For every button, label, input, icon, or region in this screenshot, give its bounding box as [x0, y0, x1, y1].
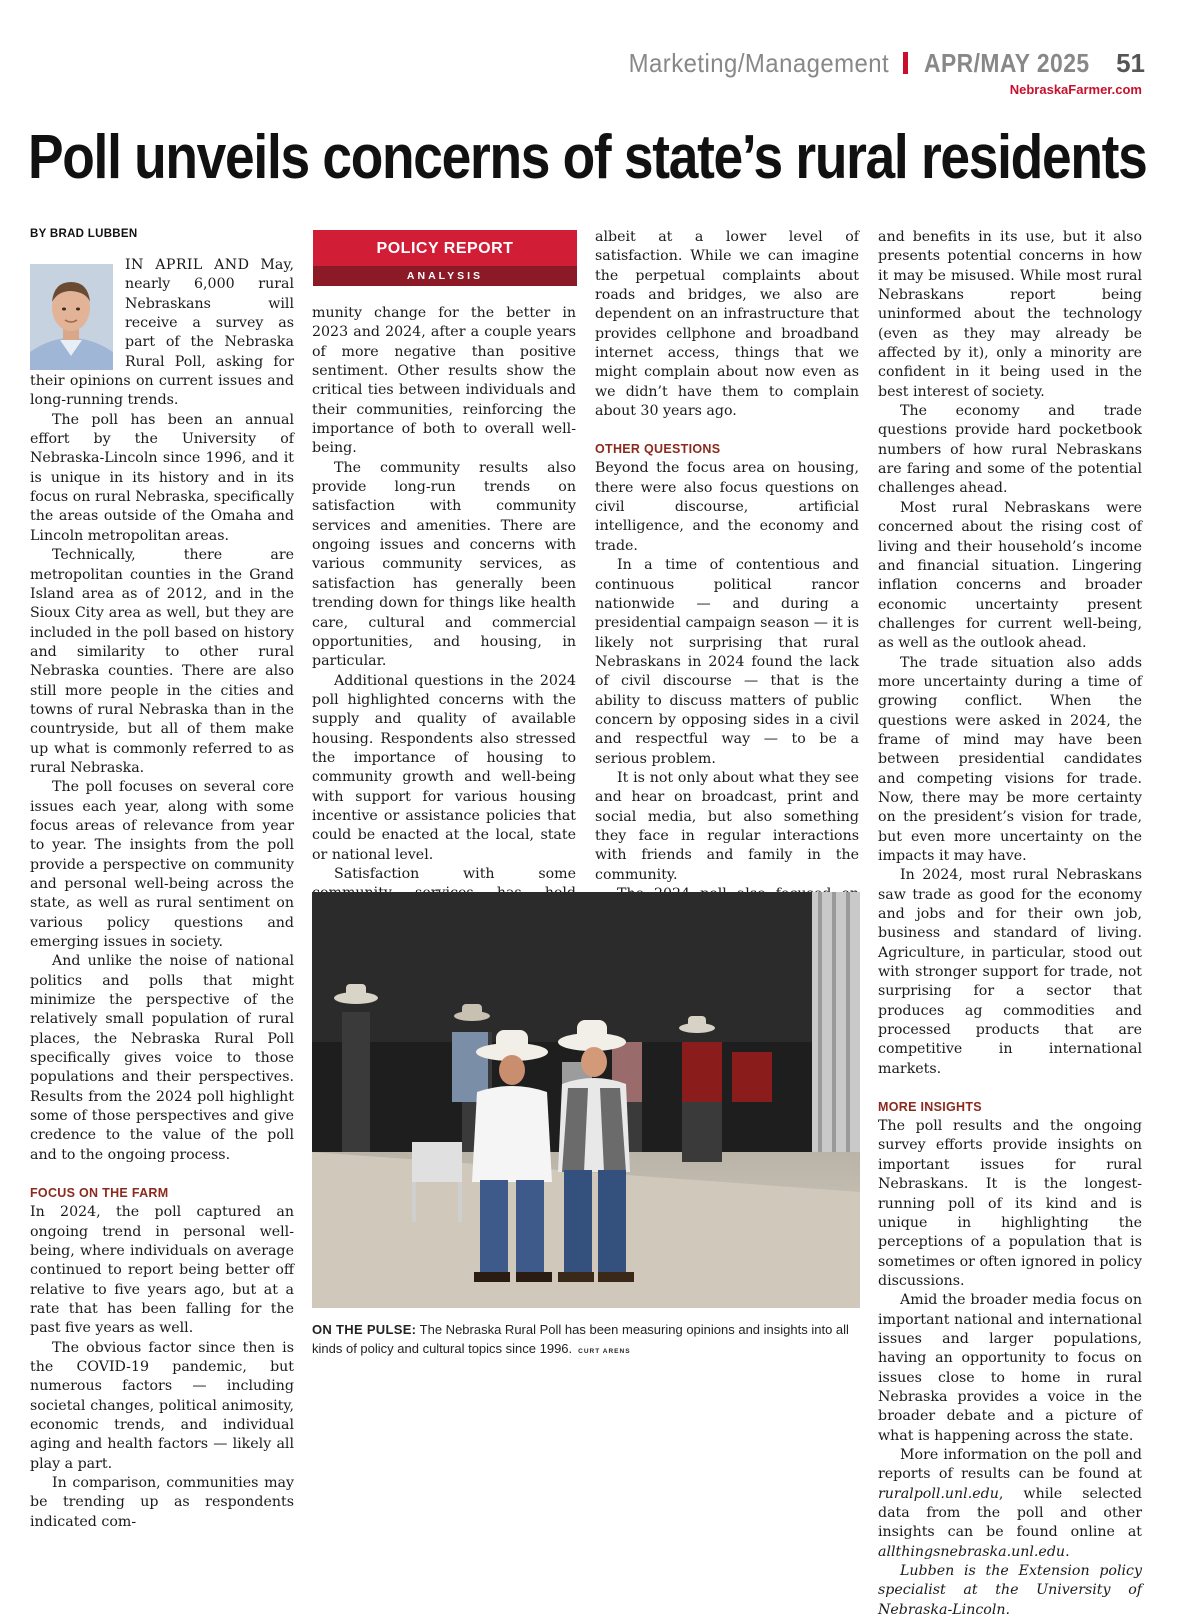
section-label: Marketing/Management	[628, 47, 889, 78]
col4-para-2: The economy and trade questions provide hard pocketbook numbers of how rural Nebraskans are faring and some of the potential challenges ahead.	[878, 403, 1142, 497]
author-bio: Lubben is the Extension policy specialist at the University of Nebraska-Lincoln.	[878, 1563, 1142, 1618]
column-4	[878, 228, 1142, 1620]
policy-report-box	[313, 230, 577, 286]
article-headline: Poll unveils concerns of state’s rural residents	[28, 123, 1147, 192]
page-number: 51	[1116, 47, 1145, 78]
col1-para-2: The poll has been an annual effort by the University of Nebraska-Lincoln since 1996, and it is unique in its history and in its focus on rural Nebraska, specifically the areas outside of the Omaha and Lincoln metropolitan areas.	[30, 411, 294, 544]
byline: BY BRAD LUBBEN	[30, 228, 138, 240]
page-header	[606, 48, 1145, 78]
issue-date: APR/MAY 2025	[923, 47, 1090, 78]
ranchers-photo	[312, 892, 860, 1308]
col1-para-3: Technically, there are metropolitan counties in the Grand Island area as of 2012, and in the Sioux City area as well, but they are included in the poll based on history and similarity to other rural Nebraska counties. There are also still more people in the cities and towns of rural Nebraska than in the countryside, but all of them make up what is commonly referred to as rural Nebraska.	[30, 547, 294, 776]
col3-para-1: albeit at a lower level of satisfaction. While we can imagine the perpetual complaints about roads and bridges, we also are dependent on an infrastructure that provides cellphone and broadband internet access, things that we might complain about now even as we didn’t have them to complain about 30 years ago.	[595, 229, 859, 420]
ranchers-scene-icon	[312, 892, 860, 1308]
allthingsnebraska-link[interactable]: allthingsnebraska.unl.edu	[878, 1543, 1066, 1560]
intro-text: May, nearly 6,000 rural Nebraskans will receive a survey as part of the Nebraska Rural Poll, asking for their opinions on current issues and long-running trends.	[30, 257, 295, 409]
col4-para-4: The trade situation also adds more uncertainty during a time of growing conflict. When the questions were asked in 2024, the frame of mind may have been between presidential candidates and competing visions for trade. Now, there may be more certainty on the president’s vision for trade, but even more uncertainty on the impacts it may have.	[878, 654, 1142, 864]
col3-para-2: Beyond the focus area on housing, there were also focus questions on civil discourse, artificial intelligence, and the economy and trade.	[595, 460, 859, 554]
col4-para-5: In 2024, most rural Nebraskans saw trade as good for the economy and jobs and for their own job, business and standard of living. Agriculture, in particular, stood out with stronger support for trade, not surprising for a sector that produces ag commodities and processed products that are competitive in international markets.	[878, 867, 1142, 1077]
subhead-more-insights: MORE INSIGHTS	[878, 1100, 982, 1115]
col1-para-4: The poll focuses on several core issues each year, along with some focus areas of relevance from year to year. The insights from the poll provide a perspective on community and personal well-being across the state, as well as rural sentiment on various policy questions and emerging issues in society.	[30, 779, 294, 951]
more-info-text-2: , while selected data from the poll and other insights can be found online at	[878, 1485, 1142, 1541]
ruralpoll-link[interactable]: ruralpoll.unl.edu	[878, 1485, 999, 1502]
col1-para-5: And unlike the noise of national politics and polls that might minimize the perspective of the relatively small population of rural places, the Nebraska Rural Poll specifically gives voice to those populations and their perspectives. Results from the 2024 poll highlight some of those perspectives and give credence to the value of the poll and to the ongoing process.	[30, 953, 294, 1163]
author-photo	[30, 264, 113, 370]
col2-para-3: Additional questions in the 2024 poll highlighted concerns with the supply and quality of available housing. Respondents also stressed the importance of housing to community growth and well-being with support for various housing incentive or assistance policies that could be enacted at the local, state or national level.	[312, 672, 576, 863]
site-link[interactable]: NebraskaFarmer.com	[1009, 82, 1142, 97]
subhead-focus-on-the-farm: FOCUS ON THE FARM	[30, 1186, 169, 1201]
policy-report-subtitle: ANALYSIS	[313, 266, 577, 286]
caption-text: The Nebraska Rural Poll has been measuring opinions and insights into all kinds of policy and cultural topics since 1996.	[312, 1322, 849, 1356]
col4-para-3: Most rural Nebraskans were concerned about the rising cost of living and their household’s income and financial situation. Lingering inflation concerns and broader economic uncertainty present challenges for current well-being, as well as the outlook ahead.	[878, 499, 1142, 652]
col4-para-1: and benefits in its use, but it also presents potential concerns in how it may be misused. While most rural Nebraskans report being uninformed about the technology (even as they may already be affected by it), only a minority are confident in it being used in the best interest of society.	[878, 229, 1142, 400]
col4-para-6: The poll results and the ongoing survey efforts provide insights on important issues for rural Nebraskans. It is the longest-running poll of its kind and is unique in highlighting the perceptions of a population that is sometimes or often ignored in policy discussions.	[878, 1118, 1142, 1289]
col2-para-2: The community results also provide long-run trends on satisfaction with community services and amenities. There are ongoing issues and concerns with various community services, as satisfaction has generally been trending down for things like health care, cultural and commercial opportunities, and housing, in particular.	[312, 459, 576, 670]
col1-para-6: In 2024, the poll captured an ongoing trend in personal well-being, where individuals on average continued to report being better off relative to five years ago, but at a rate that has been falling for the past five years as well.	[30, 1204, 294, 1337]
column-1	[30, 226, 294, 1532]
col2-para-1: munity change for the better in 2023 and 2024, after a couple years of more negative than positive sentiment. Other results show the critical ties between individuals and their communities, reinforcing the importance of both to overall well-being.	[312, 305, 576, 457]
col4-para-7: Amid the broader media focus on important national and international issues and larger populations, having an opportunity to focus on issues close to home in rural Nebraska provides a voice in the broader debate and a picture of what is happening across the state.	[878, 1292, 1142, 1444]
photo-caption	[312, 1320, 860, 1361]
col4-para-8	[878, 1446, 1142, 1562]
intro-caps: IN APRIL AND	[125, 257, 250, 273]
header-divider	[903, 52, 908, 74]
col3-para-4: It is not only about what they see and hear on broadcast, print and social media, but also something they face in regular interactions with friends and family in the community.	[595, 769, 859, 883]
col1-para-8: In comparison, communities may be trending up as respondents indicated com-	[30, 1474, 294, 1530]
col2-para-4: Satisfaction with some	[334, 865, 576, 882]
more-info-text: More information on the poll and reports of results can be found at	[878, 1446, 1142, 1483]
col3-para-3: In a time of contentious and continuous political rancor nationwide — and during a presidential campaign season — it is likely not surprising that rural Nebraskans in 2024 found the lack of civil discourse — that is the ability to discuss matters of public concern by opposing sides in a civil and respectful way — to be a serious problem.	[595, 557, 859, 767]
subhead-other-questions: OTHER QUESTIONS	[595, 442, 721, 457]
caption-lead: ON THE PULSE:	[312, 1322, 417, 1337]
more-info-end: .	[1065, 1543, 1070, 1560]
author-portrait-icon	[30, 264, 113, 370]
col1-para-7: The obvious factor since then is the COVID-19 pandemic, but numerous factors — including societal changes, political animosity, economic trends, and individual aging and health factors — likely all play a part.	[30, 1339, 294, 1472]
policy-report-title: POLICY REPORT	[313, 230, 577, 266]
photo-credit: CURT ARENS	[578, 1348, 631, 1355]
